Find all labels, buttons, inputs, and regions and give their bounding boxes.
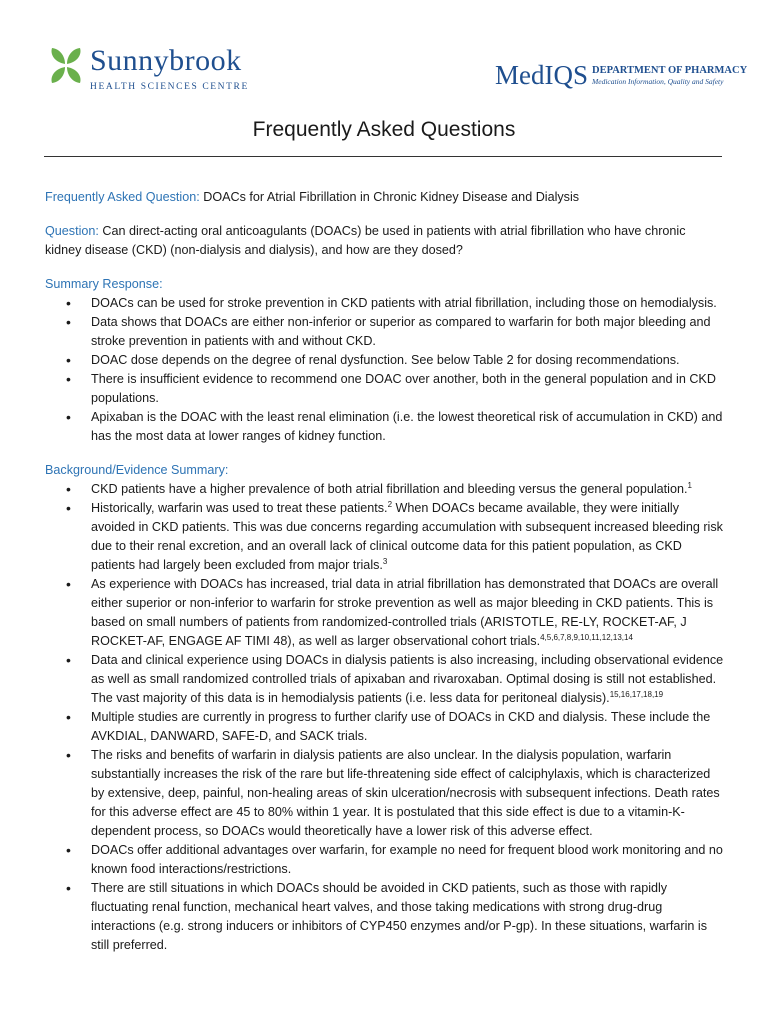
mediqs-tagline: Medication Information, Quality and Safety [592, 76, 724, 86]
faq-text: DOACs for Atrial Fibrillation in Chronic Kidney Disease and Dialysis [203, 190, 580, 204]
question-label: Question: [45, 224, 99, 238]
reference-number: 3 [382, 556, 388, 566]
reference-number: 15,16,17,18,19 [609, 689, 664, 699]
list-item: • DOACs offer additional advantages over warfarin, for example no need for frequent blood work monitoring and no known food interactions/restrictions. [45, 841, 725, 879]
list-item: • DOACs can be used for stroke prevention in CKD patients with atrial fibrillation, including those on hemodialysis. [45, 294, 725, 313]
page-title: Frequently Asked Questions [252, 118, 516, 141]
list-item: • Data and clinical experience using DOACs in dialysis patients is also increasing, including observational evidence as well as small randomized controlled trials of apixaban and rivaroxaban. Optimal dosing is still not established. The vast majority of this data is in hemodialysis patients (i.e. less data for peritoneal dialysis).$^{15,16,17,18,19}$ [45, 651, 725, 708]
list-item: • Multiple studies are currently in progress to further clarify use of DOACs in CKD and dialysis. These include the AVKDIAL, DANWARD, SAFE-D, and SACK trials. [45, 708, 725, 746]
reference-number: 2 [387, 499, 393, 509]
list-item: • There is insufficient evidence to recommend one DOAC over another, both in the general population and in CKD populations. [45, 370, 725, 408]
question-text: Can direct-acting oral anticoagulants (DOACs) be used in patients with atrial fibrillation who have chronic kidney disease (CKD) (non-dialysis and dialysis), and how are they dosed? [45, 224, 686, 257]
summary-heading: Summary Response: [45, 277, 163, 291]
list-item: • CKD patients have a higher prevalence of both atrial fibrillation and bleeding versus the general population.$^1$ [45, 480, 725, 499]
list-item: • The risks and benefits of warfarin in dialysis patients are also unclear. In the dialysis population, warfarin substantially increases the risk of the rare but life-threatening side effect of calciphylaxis, which is characterized by extensive, deep, painful, non-healing areas of skin ulceration/necrosis with subsequent infections. Death rates for this adverse effect are 45 to 80% within 1 year. It is postulated that this side effect is due to a vitamin-K-dependent process, so DOACs would theoretically have a lower risk of this adverse effect. [45, 746, 725, 841]
sunnybrook-name: Sunnybrook [90, 44, 242, 77]
page-header [0, 0, 768, 110]
leaf-cluster-icon [48, 46, 84, 86]
background-list [45, 480, 725, 955]
list-item: • As experience with DOACs has increased, trial data in atrial fibrillation has demonstrated that DOACs are overall either superior or non-inferior to warfarin for stroke prevention as well as major bleeding in CKD patients. This is based on small numbers of patients from randomized-controlled trials (ARISTOTLE, RE-LY, ROCKET-AF, J ROCKET-AF, ENGAGE AF TIMI 48), as well as larger observational cohort trials.$^{4,5,6,7,8,9,10,11,12,13,14}$ [45, 575, 725, 651]
question-line [45, 222, 725, 260]
faq-line [45, 188, 725, 207]
faq-label: Frequently Asked Question: [45, 190, 200, 204]
document-body [45, 188, 725, 970]
sunnybrook-logo [48, 46, 249, 92]
mediqs-logo [495, 60, 747, 90]
list-item: • Historically, warfarin was used to treat these patients.$^2$ When DOACs became available, they were initially avoided in CKD patients. This was due concerns regarding accumulation with subsequent increased bleeding risk due to their renal excretion, and an overall lack of clinical outcome data for this patient population, as CKD patients had largely been excluded from major trials.$^3$ [45, 499, 725, 575]
list-item: • DOAC dose depends on the degree of renal dysfunction. See below Table 2 for dosing recommendations. [45, 351, 725, 370]
reference-number: 1 [687, 480, 692, 490]
background-heading: Background/Evidence Summary: [45, 463, 229, 477]
summary-list [45, 294, 725, 446]
list-item: • Data shows that DOACs are either non-inferior or superior as compared to warfarin for both major bleeding and stroke prevention in patients with and without CKD. [45, 313, 725, 351]
mediqs-name: MedIQS [495, 60, 588, 90]
mediqs-department: DEPARTMENT OF PHARMACY [592, 64, 748, 76]
list-item: • Apixaban is the DOAC with the least renal elimination (i.e. the lowest theoretical risk of accumulation in CKD) and has the most data at lower ranges of kidney function. [45, 408, 725, 446]
title-divider [44, 156, 722, 157]
reference-number: 4,5,6,7,8,9,10,11,12,13,14 [540, 632, 633, 642]
sunnybrook-subtitle: HEALTH SCIENCES CENTRE [90, 82, 249, 92]
list-item: • There are still situations in which DOACs should be avoided in CKD patients, such as those with rapidly fluctuating renal function, mechanical heart valves, and those taking medications with strong drug-drug interactions (e.g. strong inducers or inhibitors of CYP450 enzymes and/or P-gp). In these situations, warfarin is still preferred. [45, 879, 725, 955]
